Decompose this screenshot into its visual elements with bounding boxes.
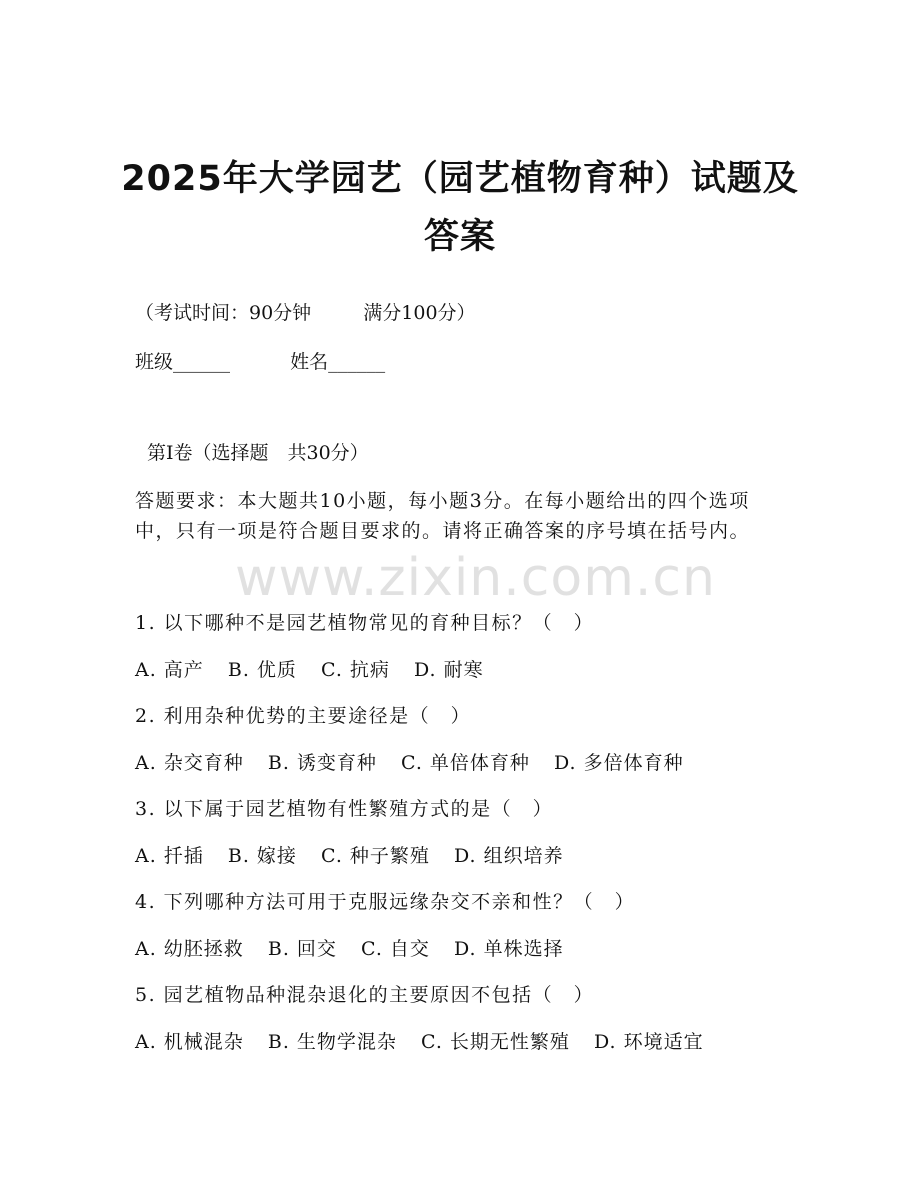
question-1-stem: 1. 以下哪种不是园艺植物常见的育种目标？（ ）	[135, 612, 595, 634]
option-d: D. 多倍体育种	[553, 752, 684, 774]
exam-info	[135, 300, 476, 326]
option-c: C. 长期无性繁殖	[420, 1031, 570, 1053]
option-a: A. 扦插	[135, 845, 204, 867]
watermark: www.zixin.com.cn	[235, 548, 716, 608]
section-heading: 第Ⅰ卷（选择题 共30分）	[147, 442, 369, 464]
question-3-options	[135, 843, 582, 869]
option-d: D. 单株选择	[453, 938, 564, 960]
question-2-stem: 2. 利用杂种优势的主要途径是（ ）	[135, 705, 472, 727]
option-a: A. 机械混杂	[135, 1031, 244, 1053]
option-b: B. 回交	[267, 938, 337, 960]
option-d: D. 组织培养	[453, 845, 564, 867]
page-title: 2025年大学园艺（园艺植物育种）试题及答案	[121, 159, 799, 257]
question-5-options	[135, 1029, 722, 1055]
question-1-options	[135, 657, 502, 683]
question-2-options	[135, 750, 702, 776]
option-b: B. 优质	[227, 659, 297, 681]
option-b: B. 诱变育种	[267, 752, 377, 774]
option-b: B. 生物学混杂	[267, 1031, 397, 1053]
exam-score: 满分100分）	[363, 302, 476, 324]
option-a: A. 幼胚拯救	[135, 938, 244, 960]
instruction-line-1: 答题要求：本大题共10小题，每小题3分。在每小题给出的四个选项	[135, 490, 750, 512]
question-4-stem: 4. 下列哪种方法可用于克服远缘杂交不亲和性？（ ）	[135, 891, 636, 913]
instruction-line-2: 中，只有一项是符合题目要求的。请将正确答案的序号填在括号内。	[135, 520, 751, 542]
name-field: 姓名______	[290, 351, 386, 373]
question-5-stem: 5. 园艺植物品种混杂退化的主要原因不包括（ ）	[135, 984, 595, 1006]
question-3-stem: 3. 以下属于园艺植物有性繁殖方式的是（ ）	[135, 798, 554, 820]
option-b: B. 嫁接	[227, 845, 297, 867]
exam-time: （考试时间：90分钟	[135, 302, 312, 324]
option-c: C. 抗病	[320, 659, 390, 681]
student-info	[135, 349, 385, 375]
option-c: C. 自交	[360, 938, 430, 960]
option-c: C. 种子繁殖	[320, 845, 430, 867]
question-4-options	[135, 936, 582, 962]
option-c: C. 单倍体育种	[400, 752, 530, 774]
option-d: D. 耐寒	[413, 659, 484, 681]
option-a: A. 高产	[135, 659, 204, 681]
option-d: D. 环境适宜	[593, 1031, 704, 1053]
class-field: 班级______	[135, 351, 231, 373]
option-a: A. 杂交育种	[135, 752, 244, 774]
